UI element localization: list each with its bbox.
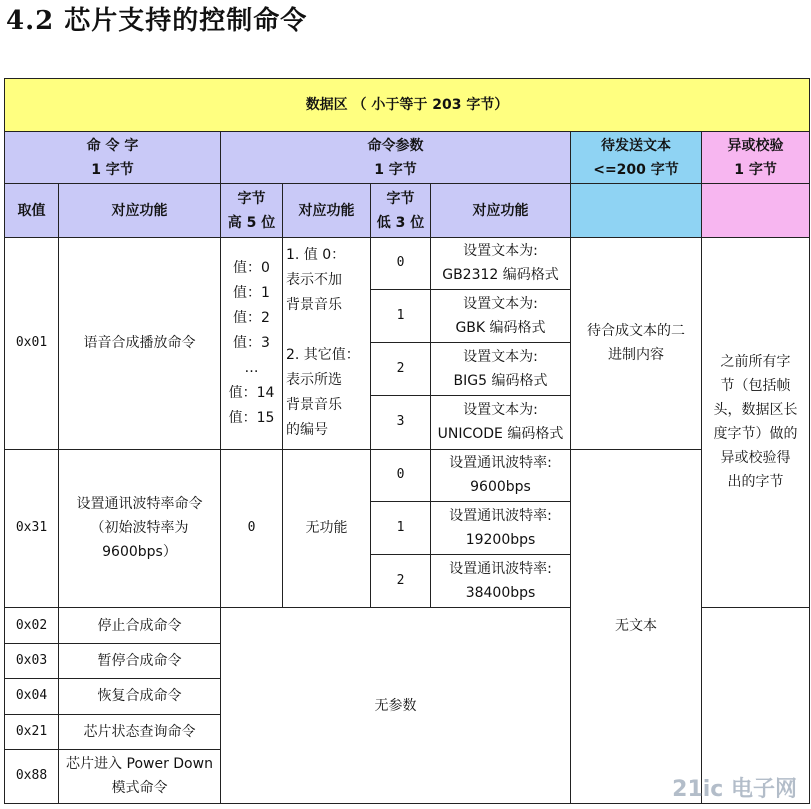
site-watermark: 21ic 电子网 (672, 777, 797, 802)
data-area-header: 数据区 （ 小于等于 203 字节） (5, 79, 810, 132)
high-func-col-header: 对应功能 (283, 184, 371, 237)
cmd-word-label: 命 令 字 (86, 137, 139, 154)
low3-value: 0 (371, 237, 431, 289)
high5-value-0x31: 0 (221, 449, 283, 608)
low3-func: 设置文本为: UNICODE 编码格式 (431, 396, 571, 449)
cmd-name-0x02: 停止合成命令 (59, 608, 221, 644)
cmd-params-header (221, 132, 571, 184)
high5-func-0x31: 无功能 (283, 449, 371, 608)
no-text-cell: 无文本 (571, 449, 702, 804)
function-col-header: 对应功能 (59, 184, 221, 237)
cmd-name-0x04: 恢复合成命令 (59, 679, 221, 714)
low3-value: 1 (371, 289, 431, 342)
low3-value: 2 (371, 343, 431, 396)
cmd-word-header (5, 132, 221, 184)
text-content-0x01: 待合成文本的二 进制内容 (571, 237, 702, 449)
low3-func: 设置文本为: GB2312 编码格式 (431, 237, 571, 289)
cmd-code-0x21: 0x21 (5, 714, 59, 749)
low3-func: 设置通讯波特率: 19200bps (431, 501, 571, 554)
value-col-header: 取值 (5, 184, 59, 237)
low3-value: 1 (371, 501, 431, 554)
low3-value: 3 (371, 396, 431, 449)
cmd-code-0x31: 0x31 (5, 449, 59, 608)
low3-col-header: 字节 低 3 位 (371, 184, 431, 237)
text-size: <=200 字节 (593, 161, 679, 178)
cmd-code-0x03: 0x03 (5, 644, 59, 679)
cmd-name-0x31: 设置通讯波特率命令 （初始波特率为 9600bps） (59, 449, 221, 608)
low3-value: 2 (371, 554, 431, 607)
command-table (4, 78, 810, 804)
low3-func: 设置通讯波特率: 38400bps (431, 554, 571, 607)
high5-values-0x01: 值：0 值：1 值：2 值：3 … 值：14 值：15 (221, 237, 283, 449)
high5-col-header: 字节 高 5 位 (221, 184, 283, 237)
cmd-code-0x02: 0x02 (5, 608, 59, 644)
cmd-name-0x21: 芯片状态查询命令 (59, 714, 221, 749)
cmd-word-size: 1 字节 (91, 161, 134, 178)
text-header (571, 132, 702, 184)
cmd-name-0x01: 语音合成播放命令 (59, 237, 221, 449)
low3-func: 设置通讯波特率: 9600bps (431, 449, 571, 501)
xor-blank-cell (702, 184, 810, 237)
low3-func: 设置文本为: GBK 编码格式 (431, 289, 571, 342)
cmd-code-0x88: 0x88 (5, 749, 59, 803)
cmd-params-size: 1 字节 (374, 161, 417, 178)
cmd-params-label: 命令参数 (367, 137, 424, 154)
cmd-code-0x04: 0x04 (5, 679, 59, 714)
xor-header (702, 132, 810, 184)
cmd-code-0x01: 0x01 (5, 237, 59, 449)
text-label: 待发送文本 (601, 137, 671, 154)
xor-size: 1 字节 (734, 161, 777, 178)
xor-label: 异或校验 (727, 137, 784, 154)
high5-func-0x01: 1. 值 0： 表示不加 背景音乐 2. 其它值： 表示所选 背景音乐 的编号 (283, 237, 371, 449)
text-blank-cell (571, 184, 702, 237)
cmd-name-0x03: 暂停合成命令 (59, 644, 221, 679)
low3-func: 设置文本为: BIG5 编码格式 (431, 343, 571, 396)
low-func-col-header: 对应功能 (431, 184, 571, 237)
xor-description: 之前所有字 节（包括帧 头，数据区长 度字节）做的 异或校验得 出的字节 (702, 237, 810, 608)
cmd-name-0x88: 芯片进入 Power Down 模式命令 (59, 749, 221, 803)
no-params-cell: 无参数 (221, 608, 571, 804)
page-title: 4.2 芯片支持的控制命令 (6, 6, 308, 36)
low3-value: 0 (371, 449, 431, 501)
